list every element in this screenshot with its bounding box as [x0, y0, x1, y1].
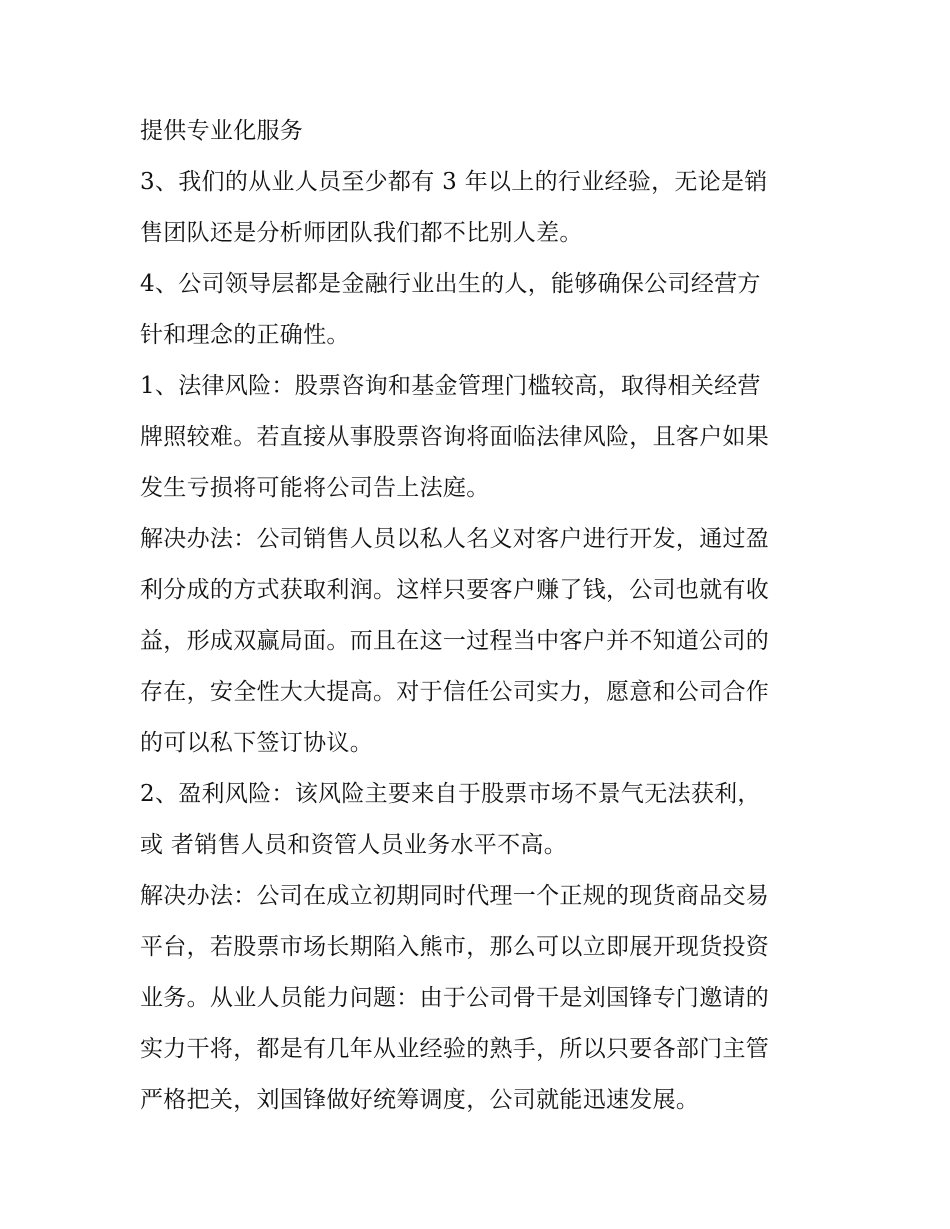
text-line: 售团队还是分析师团队我们都不比别人差。 — [140, 220, 583, 246]
text-line: 解决办法：公司销售人员以私人名义对客户进行开发，通过盈 — [140, 526, 770, 552]
text-line: 或 者销售人员和资管人员业务水平不高。 — [140, 832, 568, 858]
text-line: 1、法律风险：股票咨询和基金管理门槛较高，取得相关经营 — [140, 373, 761, 399]
document-body — [140, 106, 820, 1126]
text-line: 3、我们的从业人员至少都有 3 年以上的行业经验，无论是销 — [140, 169, 768, 195]
text-line: 提供专业化服务 — [140, 118, 304, 144]
text-line: 平台，若股票市场长期陷入熊市，那么可以立即展开现货投资 — [140, 934, 770, 960]
text-line: 牌照较难。若直接从事股票咨询将面临法律风险，且客户如果 — [140, 424, 770, 450]
text-line: 4、公司领导层都是金融行业出生的人，能够确保公司经营方 — [140, 271, 761, 297]
text-line: 严格把关，刘国锋做好统筹调度，公司就能迅速发展。 — [140, 1087, 700, 1113]
text-line: 实力干将，都是有几年从业经验的熟手，所以只要各部门主管 — [140, 1036, 770, 1062]
text-line: 发生亏损将可能将公司告上法庭。 — [140, 475, 490, 501]
text-line: 针和理念的正确性。 — [140, 322, 350, 348]
text-line: 业务。从业人员能力问题：由于公司骨干是刘国锋专门邀请的 — [140, 985, 770, 1011]
text-line: 益，形成双赢局面。而且在这一过程当中客户并不知道公司的 — [140, 628, 770, 654]
text-line: 2、盈利风险：该风险主要来自于股票市场不景气无法获利， — [140, 781, 761, 807]
text-line: 存在，安全性大大提高。对于信任公司实力，愿意和公司合作 — [140, 679, 770, 705]
text-line: 利分成的方式获取利润。这样只要客户赚了钱，公司也就有收 — [140, 577, 770, 603]
text-line: 的可以私下签订协议。 — [140, 730, 373, 756]
text-line: 解决办法：公司在成立初期同时代理一个正规的现货商品交易 — [140, 883, 770, 909]
